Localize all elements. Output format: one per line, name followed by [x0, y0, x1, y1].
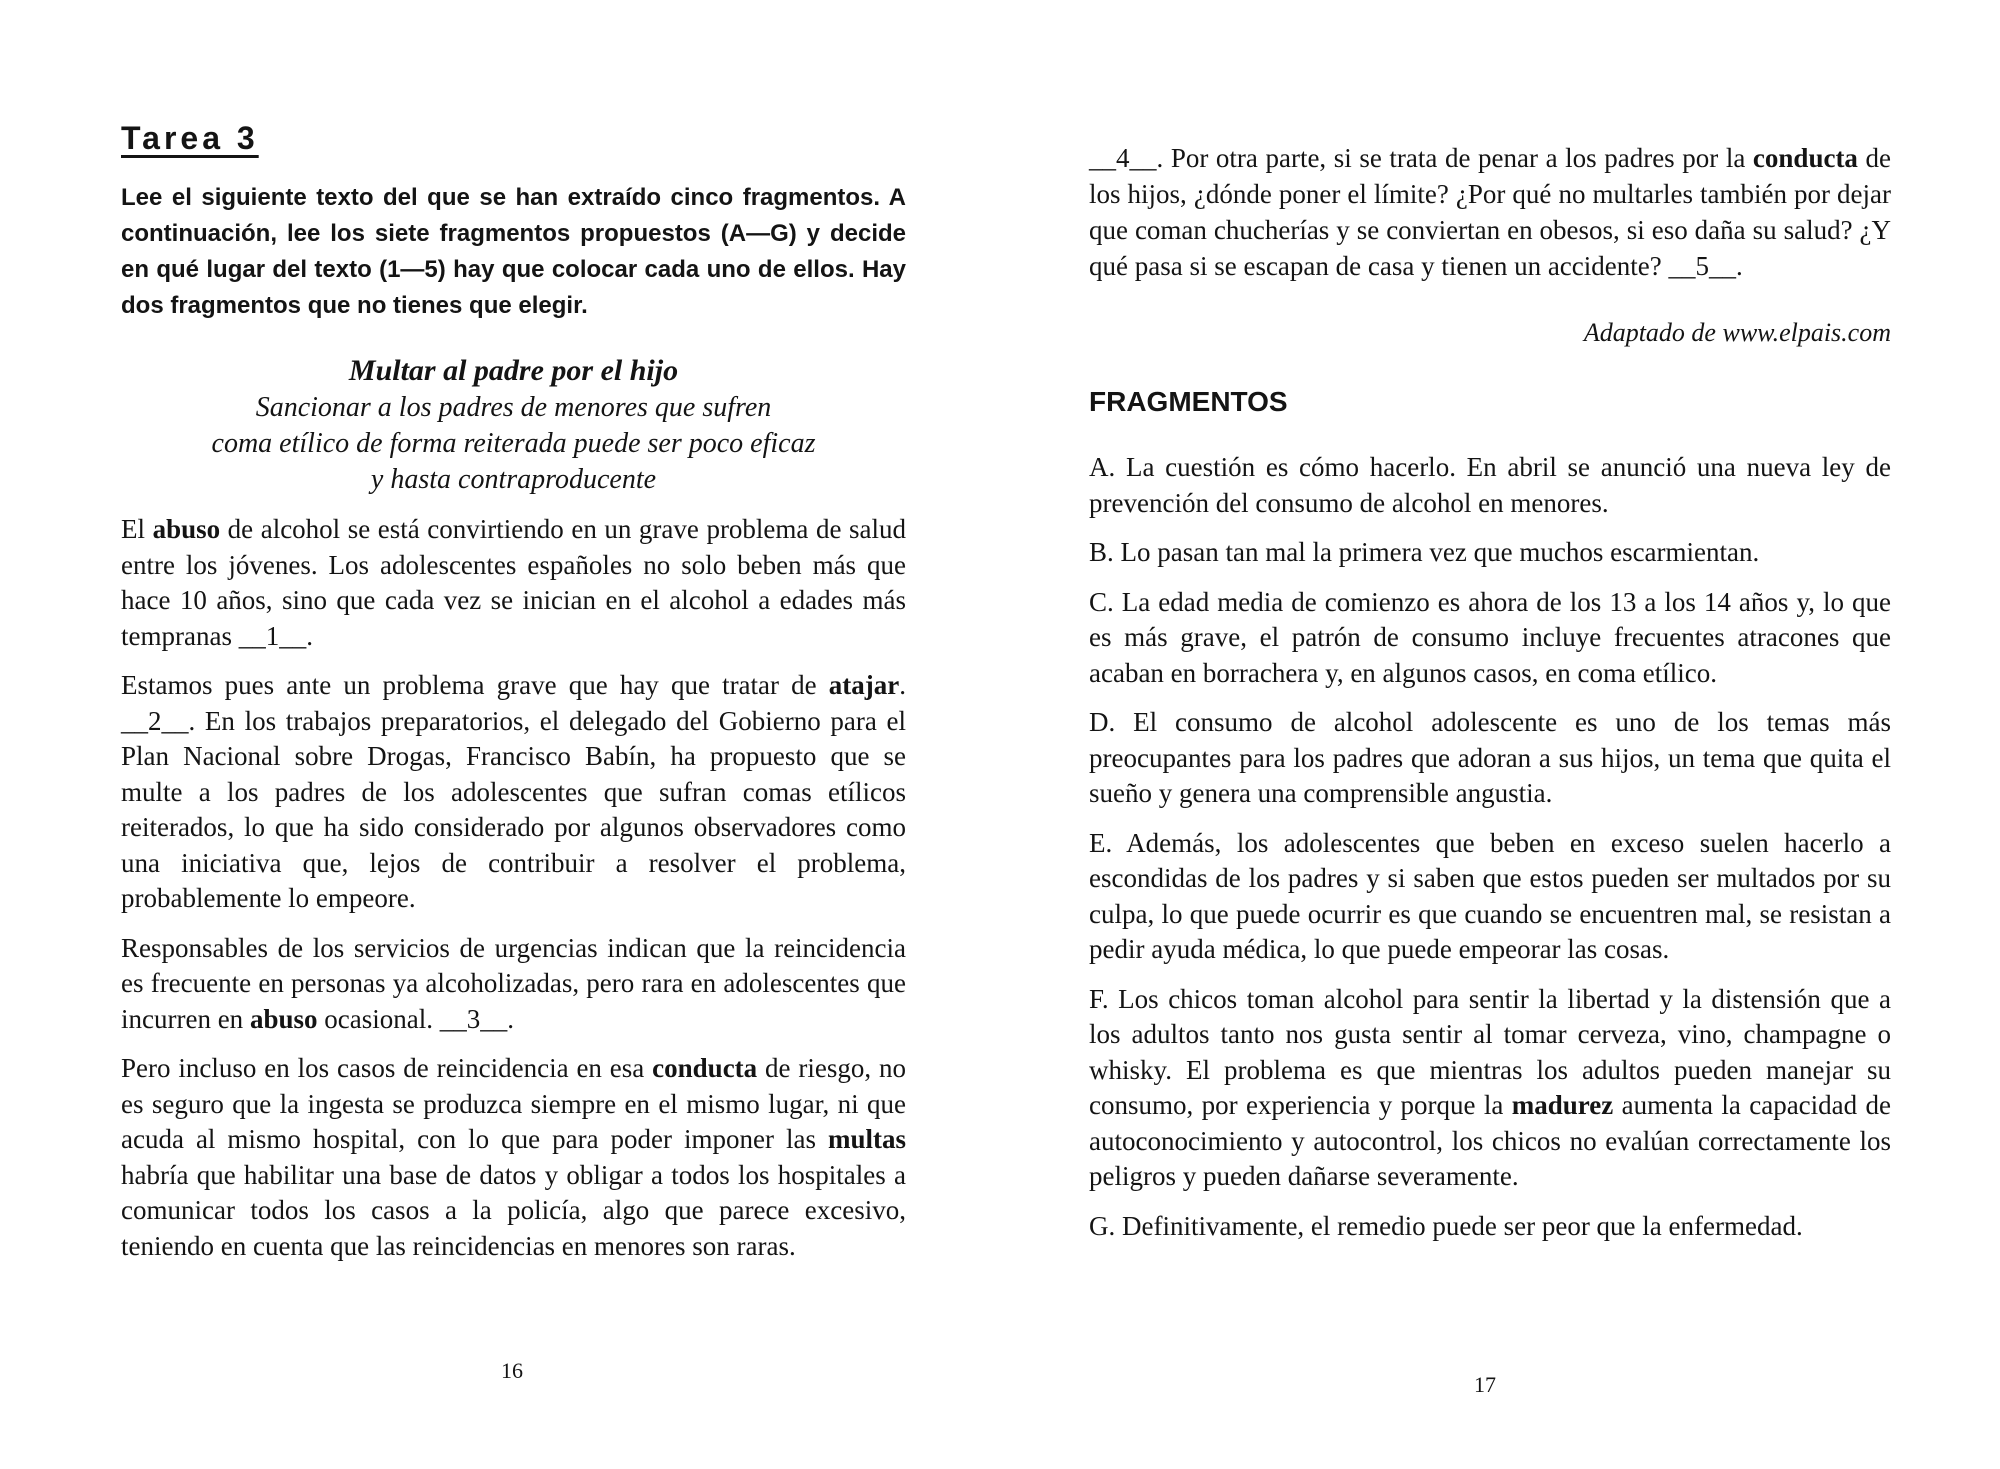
article-subtitle-line-3: y hasta contraproducente	[370, 464, 657, 495]
task-title: Tarea 3	[121, 120, 259, 156]
fragment-a: A. La cuestión es cómo hacerlo. En abril se anunció una nueva ley de prevención del consumo de alcohol en menores.	[1089, 452, 1891, 518]
fragments-heading: FRAGMENTOS	[1089, 386, 1288, 417]
article-paragraph-4: Pero incluso en los casos de reincidencia en esa conducta de riesgo, no es seguro que la ingesta se produzca siempre en el mismo lugar, ni que acuda al mismo hospital, con lo que para poder imponer las multas habría que habilitar una base de datos y obligar a todos los hospitales a comunicar todos los casos a la policía, algo que parece excesivo, teniendo en cuenta que las reincidencias en menores son raras.	[121, 1053, 906, 1261]
article-paragraph-2: Estamos pues ante un problema grave que hay que tratar de atajar. __2__. En los trabajos preparatorios, el delegado del Gobierno para el Plan Nacional sobre Drogas, Francisco Babín, ha propuesto que se multe a los padres de los adolescentes que sufran comas etílicos reiterados, lo que ha sido considerado por algunos observadores como una iniciativa que, lejos de contribuir a resolver el problema, probablemente lo empeore.	[121, 670, 906, 913]
fragment-d: D. El consumo de alcohol adolescente es uno de los temas más preocupantes para los padres que adoran a sus hijos, un tema que quita el sueño y genera una comprensible angustia.	[1089, 707, 1891, 808]
source-credit: Adaptado de www.elpais.com	[1583, 318, 1891, 347]
article-heading	[121, 352, 906, 498]
page-number-left: 16	[501, 1358, 523, 1383]
article-body	[121, 512, 906, 1278]
fragment-e: E. Además, los adolescentes que beben en exceso suelen hacerlo a escondidas de los padres y si saben que estos pueden ser multados por su culpa, lo que puede ocurrir es que cuando se encuentren mal, se resistan a pedir ayuda médica, lo que puede empeorar las cosas.	[1089, 827, 1891, 964]
fragment-g: G. Definitivamente, el remedio puede ser peor que la enfermedad.	[1089, 1210, 1803, 1241]
article-continuation	[1089, 140, 1891, 284]
right-page	[1000, 0, 2000, 1469]
article-subtitle-line-2: coma etílico de forma reiterada puede ser poco eficaz	[211, 428, 816, 459]
fragments-list	[1089, 450, 1891, 1258]
fragment-b: B. Lo pasan tan mal la primera vez que muchos escarmientan.	[1089, 537, 1760, 567]
article-paragraph-5: __4__. Por otra parte, si se trata de penar a los padres por la conducta de los hijos, ¿dónde poner el límite? ¿Por qué no multarles también por dejar que coman chucherías y se conviertan en obesos, si eso daña su salud? ¿Y qué pasa si se escapan de casa y tienen un accidente? __5__.	[1089, 143, 1892, 281]
article-subtitle-line-1: Sancionar a los padres de menores que sufren	[255, 392, 772, 423]
article-paragraph-1: El abuso de alcohol se está convirtiendo en un grave problema de salud entre los jóvenes. Los adolescentes españoles no solo beben más que hace 10 años, sino que cada vez se inician en el alcohol a edades más tempranas __1__.	[121, 514, 906, 651]
fragment-f: F. Los chicos toman alcohol para sentir la libertad y la distensión que a los adultos tanto nos gusta sentir al tomar cerveza, vino, champagne o whisky. El problema es que mientras los adultos pueden manejar su consumo, por experiencia y porque la madurez aumenta la capacidad de autoconocimiento y autocontrol, los chicos no evalúan correctamente los peligros y pueden dañarse severamente.	[1089, 983, 1891, 1191]
fragment-c: C. La edad media de comienzo es ahora de los 13 a los 14 años y, lo que es más grave, el patrón de consumo incluye frecuentes atracones que acaban en borrachera y, en algunos casos, en coma etílico.	[1089, 586, 1891, 688]
article-title: Multar al padre por el hijo	[348, 354, 679, 387]
task-instructions: Lee el siguiente texto del que se han extraído cinco fragmentos. A continuación, lee los siete fragmentos propuestos (A—G) y decide en qué lugar del texto (1—5) hay que colocar cada uno de ellos. Hay dos fragmentos que no tienes que elegir.	[121, 184, 906, 319]
article-paragraph-3: Responsables de los servicios de urgencias indican que la reincidencia es frecuente en personas ya alcoholizadas, pero rara en adolescentes que incurren en abuso ocasional. __3__.	[121, 932, 906, 1034]
page-number-right: 17	[1474, 1372, 1496, 1397]
